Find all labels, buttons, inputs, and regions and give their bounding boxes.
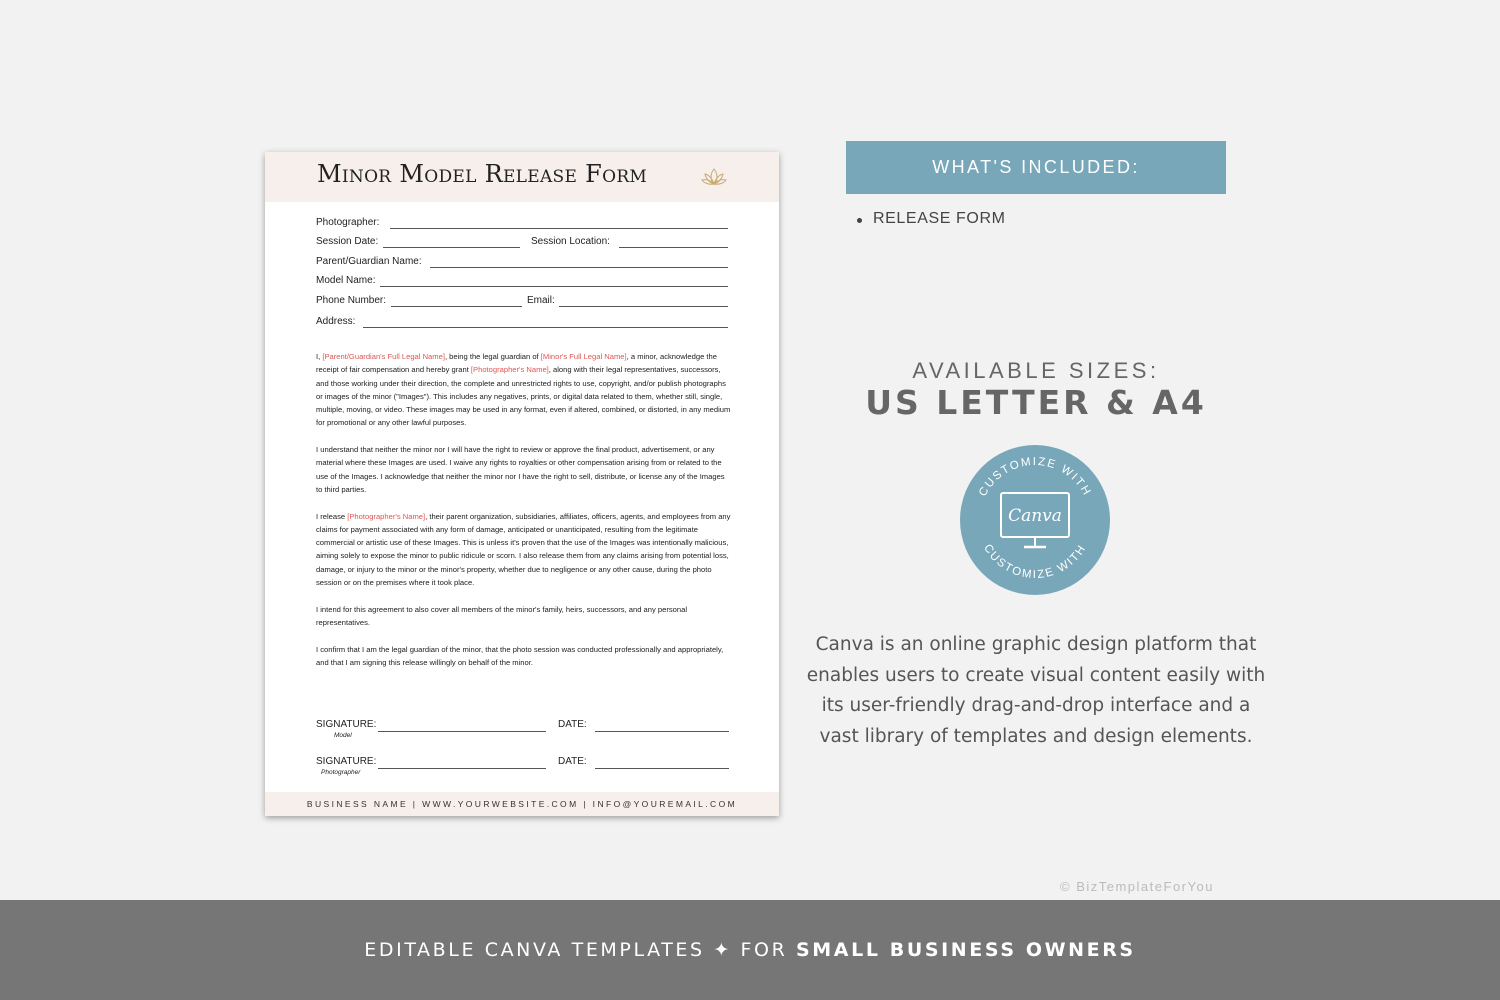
placeholder-photographer-name: [Photographer's Name] xyxy=(347,511,426,521)
placeholder-guardian-name: [Parent/Guardian's Full Legal Name] xyxy=(322,352,445,361)
document-title: Minor Model Release Form xyxy=(317,160,648,188)
session-location-label: Session Location: xyxy=(531,236,610,247)
badge-ring-text-bottom: CUSTOMIZE WITH xyxy=(981,542,1089,582)
date-label: DATE: xyxy=(558,756,587,767)
available-sizes-label: AVAILABLE SIZES: xyxy=(912,358,1160,383)
phone-number-field[interactable] xyxy=(316,295,522,309)
model-name-field[interactable] xyxy=(316,275,728,289)
session-date-label: Session Date: xyxy=(316,236,379,247)
included-list xyxy=(873,210,1006,228)
lotus-icon xyxy=(701,166,727,188)
bottom-banner-prefix: EDITABLE CANVA TEMPLATES ✦ FOR xyxy=(364,939,797,961)
session-location-field[interactable] xyxy=(531,236,728,250)
paragraph-waiver: I understand that neither the minor nor I will have the right to review or approve the final product, advertisement, or any material where these Images are used. I waive any rights to royalties or other compensation arising from or related to the use of the Images. I acknowledge that neither the minor nor I have the right to sell, distribute, or license any of the Images to third parties. xyxy=(316,445,725,494)
paragraph-grant: I, [Parent/Guardian's Full Legal Name], being the legal guardian of [Minor's Full Legal Name], a minor, acknowledge the receipt of fair compensation and hereby grant [Photographer's Name], along with their legal representatives, successors, and those working under their direction, the complete and unrestricted rights to use, copyright, and/or publish photographs or images of the minor ("Images"). This includes any negatives, prints, or digital data related to them, whether still, single, multiple, moving, or video. These images may be used in any format, even if altered, combined, or distorted, in any medium for promotional or any other lawful purposes. xyxy=(316,352,731,428)
photographer-caption: Photographer xyxy=(321,769,361,776)
customize-with-canva-badge xyxy=(960,445,1110,595)
photographer-field[interactable] xyxy=(316,217,728,231)
paragraph-confirm: I confirm that I am the legal guardian of the minor, that the photo session was conducted professionally and appropriately, and that I am signing this release willingly on behalf of the minor. xyxy=(316,644,724,667)
parent-guardian-name-label: Parent/Guardian Name: xyxy=(316,256,422,267)
photographer-label: Photographer: xyxy=(316,217,380,228)
model-caption: Model xyxy=(334,732,352,739)
bottom-banner-bold: SMALL BUSINESS OWNERS xyxy=(796,939,1136,961)
placeholder-minor-name: [Minor's Full Legal Name] xyxy=(540,352,627,361)
badge-ring-text-top: CUSTOMIZE WITH xyxy=(976,455,1094,499)
date-label: DATE: xyxy=(558,719,587,730)
phone-number-label: Phone Number: xyxy=(316,295,387,306)
document-header xyxy=(265,152,779,202)
signature-line[interactable] xyxy=(378,768,546,769)
copyright-text: © BizTemplateForYou xyxy=(1060,879,1214,894)
paragraph-family: I intend for this agreement to also cover all members of the minor's family, heirs, successors, and any personal representatives. xyxy=(316,604,688,627)
release-body-text xyxy=(316,350,732,682)
bottom-banner xyxy=(0,900,1500,1000)
release-form-document xyxy=(265,152,779,816)
email-label: Email: xyxy=(527,295,555,306)
whats-included-heading: WHAT'S INCLUDED: xyxy=(846,141,1226,194)
list-item: RELEASE FORM xyxy=(873,210,1006,227)
canva-description: Canva is an online graphic design platform that enables users to create visual content easily with its user-friendly drag-and-drop interface and a vast library of templates and design elements. xyxy=(806,634,1266,747)
date-line[interactable] xyxy=(595,768,729,769)
signature-label: SIGNATURE: xyxy=(316,719,377,730)
model-name-label: Model Name: xyxy=(316,275,376,286)
signature-line[interactable] xyxy=(378,731,546,732)
available-sizes-value: US LETTER & A4 xyxy=(865,383,1207,422)
parent-guardian-name-field[interactable] xyxy=(316,256,728,270)
paragraph-release: I release [Photographer's Name], their parent organization, subsidiaries, affiliates, officers, agents, and employees from any claims for payment associated with any form of damage, anticipated or unanticipated, resulting from the legitimate commercial or artistic use of these Images. This is unless it's proven that the use of the Images was intentionally malicious, aiming solely to expose the minor to public ridicule or scorn. I also release them from any claims arising from potential loss, damage, or injury to the minor or the minor's property, whether due to negligence or any other cause, during the photo session or on the premises where it took place. xyxy=(316,511,731,588)
photographer-signature-row[interactable] xyxy=(316,756,728,786)
email-field[interactable] xyxy=(527,295,728,309)
document-footer: BUSINESS NAME | WWW.YOURWEBSITE.COM | INFO@YOUREMAIL.COM xyxy=(265,792,779,816)
date-line[interactable] xyxy=(595,731,729,732)
address-label: Address: xyxy=(316,316,356,327)
canva-logo-text: Canva xyxy=(1008,506,1062,526)
address-field[interactable] xyxy=(316,316,728,330)
placeholder-photographer-name: [Photographer's Name] xyxy=(470,365,549,375)
signature-label: SIGNATURE: xyxy=(316,756,377,767)
session-date-field[interactable] xyxy=(316,236,520,250)
model-signature-row[interactable] xyxy=(316,719,728,749)
